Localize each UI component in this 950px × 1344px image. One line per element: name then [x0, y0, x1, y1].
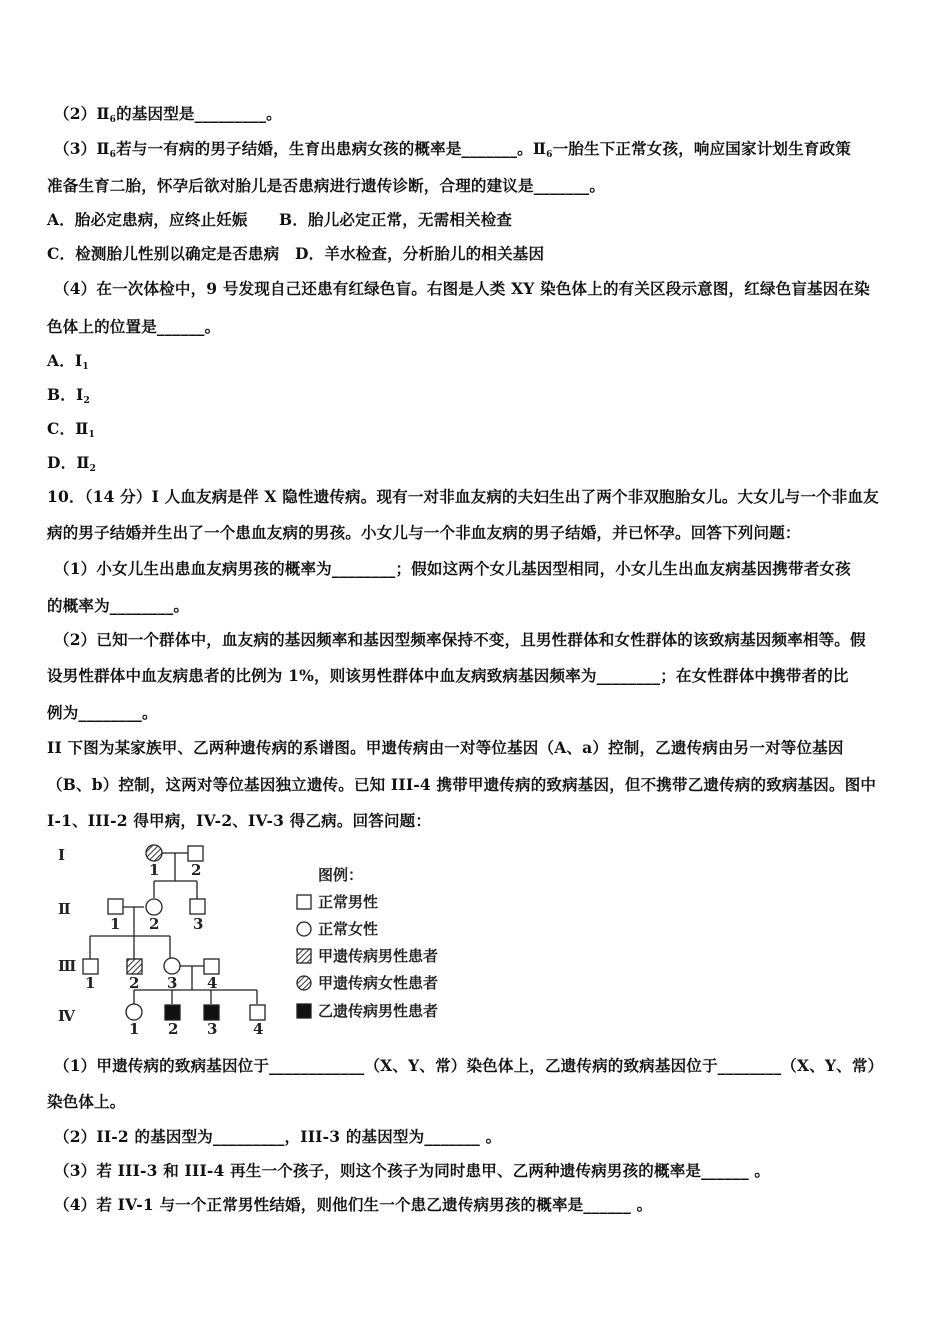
IV-4-normal-male: [250, 1005, 265, 1020]
partII-q4: （4）若 IV-1 与一个正常男性结婚，则他们生一个患乙遗传病男孩的概率是______ 。: [54, 1195, 653, 1214]
partII-q1-line-1: （1）甲遗传病的致病基因位于____________（X、Y、常）染色体上，乙遗传病的致病基因位于________（X、Y、常）: [54, 1056, 884, 1075]
num-IV-2: 2: [168, 1020, 179, 1035]
num-IV-1: 1: [129, 1020, 140, 1035]
q10-intro-1: 10．（14 分）I 人血友病是伴 X 隐性遗传病。现有一对非血友病的夫妇生出了两个非双胞胎女儿。大女儿与一个非血友: [47, 487, 879, 506]
partII-q1-line-2: 染色体上。: [47, 1092, 126, 1111]
q4-option-a: A．$I_1$: [47, 351, 89, 372]
num-III-1: 1: [85, 974, 96, 992]
III-3-normal-female: [164, 958, 180, 974]
legend-normal-male-icon: [297, 895, 311, 909]
num-II-3: 3: [193, 915, 204, 933]
legend: [297, 895, 311, 1018]
q4-option-d: D．$Ⅱ_2$: [47, 453, 97, 474]
III-2-affected-male: [127, 959, 142, 974]
q3-options-ab: A．胎必定患病，应终止妊娠 B．胎儿必定正常，无需相关检查: [47, 210, 513, 229]
I-2-normal-male: [188, 846, 203, 861]
III-1-normal-male: [83, 959, 98, 974]
partII-q3: （3）若 III-3 和 III-4 再生一个孩子，则这个孩子为同时患甲、乙两种遗传病男孩的概率是______ 。: [54, 1161, 771, 1180]
I-1-affected-female: [146, 845, 162, 861]
num-IV-3: 3: [207, 1020, 218, 1035]
II-2-normal-female: [146, 899, 162, 915]
q10-2-line-3: 例为________。: [47, 703, 158, 722]
IV-2-yi-affected-male: [165, 1005, 180, 1020]
q4-line-1: （4）在一次体检中，9 号发现自己还患有红绿色盲。右图是人类 XY 染色体上的有关区段示意图，红绿色盲基因在染: [54, 279, 870, 298]
partII-intro-1: II 下图为某家族甲、乙两种遗传病的系谱图。甲遗传病由一对等位基因（A、a）控制，乙遗传病由另一对等位基因: [47, 738, 844, 757]
legend-yi-male: 乙遗传病男性患者: [318, 1002, 439, 1020]
num-II-2: 2: [149, 915, 160, 933]
num-III-3: 3: [167, 974, 178, 992]
q10-2-line-1: （2）已知一个群体中，血友病的基因频率和基因型频率保持不变，且男性群体和女性群体的该致病基因频率相等。假: [54, 630, 866, 649]
legend-jia-male: 甲遗传病男性患者: [318, 947, 439, 965]
gen-label-III: Ⅲ: [58, 957, 77, 975]
gen-label-IV: Ⅳ: [58, 1007, 76, 1025]
legend-normal-female-icon: [297, 922, 311, 936]
III-4-normal-male: [204, 959, 219, 974]
num-III-2: 2: [129, 974, 140, 992]
legend-jia-female-icon: [297, 976, 311, 990]
II-3-normal-male: [190, 899, 205, 914]
num-I-2: 2: [191, 861, 202, 879]
q3-line-1: $(3)Ⅱ_6$若与一有病的男子结婚，生育出患病女孩的概率是_______。$Ⅱ_6$一胎生下正常女孩，响应国家计划生育政策: [54, 139, 851, 160]
IV-1-normal-female: [126, 1004, 142, 1020]
pedigree-chart: [50, 840, 480, 1035]
II-1-normal-male: [108, 899, 123, 914]
q10-2-line-2: 设男性群体中血友病患者的比例为 1%，则该男性群体中血友病致病基因频率为________；在女性群体中携带者的比: [47, 666, 849, 685]
q10-1-line-1: （1）小女儿生出患血友病男孩的概率为________；假如这两个女儿基因型相同，小女儿生出血友病基因携带者女孩: [54, 559, 851, 578]
gen-label-I: Ⅰ: [58, 846, 66, 864]
q3-options-cd: C．检测胎儿性别以确定是否患病 D．羊水检查，分析胎儿的相关基因: [47, 244, 545, 263]
num-IV-4: 4: [253, 1020, 264, 1035]
q4-option-b: B．$I_2$: [47, 385, 90, 406]
partII-intro-3: I-1、III-2 得甲病，IV-2、IV-3 得乙病。回答问题：: [47, 811, 432, 830]
q10-1-line-2: 的概率为________。: [47, 596, 190, 615]
legend-yi-male-icon: [297, 1004, 311, 1018]
q3-line-2: 准备生育二胎，怀孕后欲对胎儿是否患病进行遗传诊断，合理的建议是_______。: [47, 176, 606, 195]
legend-title: 图例：: [318, 866, 364, 884]
partII-q2: （2）II-2 的基因型为_________，III-3 的基因型为_______ 。: [54, 1127, 502, 1146]
q4-line-2: 色体上的位置是______。: [47, 317, 221, 336]
q2-line: $(2)Ⅱ_6$的基因型是_________。: [54, 104, 282, 125]
num-I-1: 1: [149, 861, 160, 879]
gen-label-II: Ⅱ: [58, 900, 71, 918]
legend-normal-male: 正常男性: [318, 893, 379, 911]
num-III-4: 4: [207, 974, 218, 992]
legend-normal-female: 正常女性: [318, 920, 379, 938]
legend-jia-male-icon: [297, 949, 311, 963]
num-II-1: 1: [110, 915, 121, 933]
IV-3-yi-affected-male: [204, 1005, 219, 1020]
q4-option-c: C．$Ⅱ_1$: [47, 419, 95, 440]
legend-jia-female: 甲遗传病女性患者: [318, 974, 439, 992]
q10-intro-2: 病的男子结婚并生出了一个患血友病的男孩。小女儿与一个非血友病的男子结婚，并已怀孕。回答下列问题：: [47, 523, 801, 542]
partII-intro-2: （B、b）控制，这两对等位基因独立遗传。已知 III-4 携带甲遗传病的致病基因，但不携带乙遗传病的致病基因。图中: [47, 775, 877, 794]
